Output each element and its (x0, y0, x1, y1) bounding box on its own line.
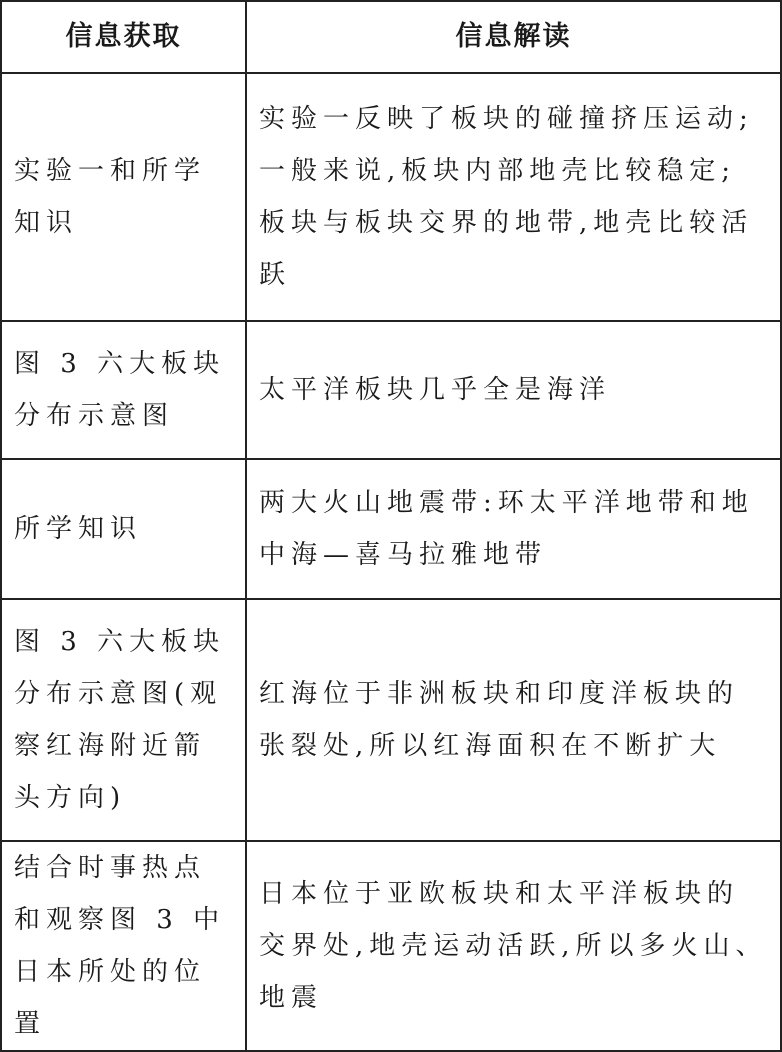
row-source-cell: 实验一和所学知识 (1, 73, 246, 321)
row-reading-cell: 红海位于非洲板块和印度洋板块的张裂处,所以红海面积在不断扩大 (246, 599, 781, 841)
row-reading-cell: 实验一反映了板块的碰撞挤压运动;一般来说,板块内部地壳比较稳定;板块与板块交界的地带,地壳比较活跃 (246, 73, 781, 321)
table-row (1, 73, 781, 321)
row-reading-cell: 太平洋板块几乎全是海洋 (246, 321, 781, 459)
table-row (1, 841, 781, 1051)
row-reading-cell: 两大火山地震带:环太平洋地带和地中海—喜马拉雅地带 (246, 459, 781, 599)
table-row (1, 321, 781, 459)
header-info-reading: 信息解读 (246, 1, 781, 73)
table-row (1, 599, 781, 841)
table-header-row (1, 1, 781, 73)
row-source-cell: 图 3 六大板块分布示意图 (1, 321, 246, 459)
row-source-cell: 结合时事热点和观察图 3 中日本所处的位置 (1, 841, 246, 1051)
header-info-source: 信息获取 (1, 1, 246, 73)
row-reading-cell: 日本位于亚欧板块和太平洋板块的交界处,地壳运动活跃,所以多火山、地震 (246, 841, 781, 1051)
table-row (1, 459, 781, 599)
row-source-cell: 所学知识 (1, 459, 246, 599)
row-source-cell: 图 3 六大板块分布示意图(观察红海附近箭头方向) (1, 599, 246, 841)
